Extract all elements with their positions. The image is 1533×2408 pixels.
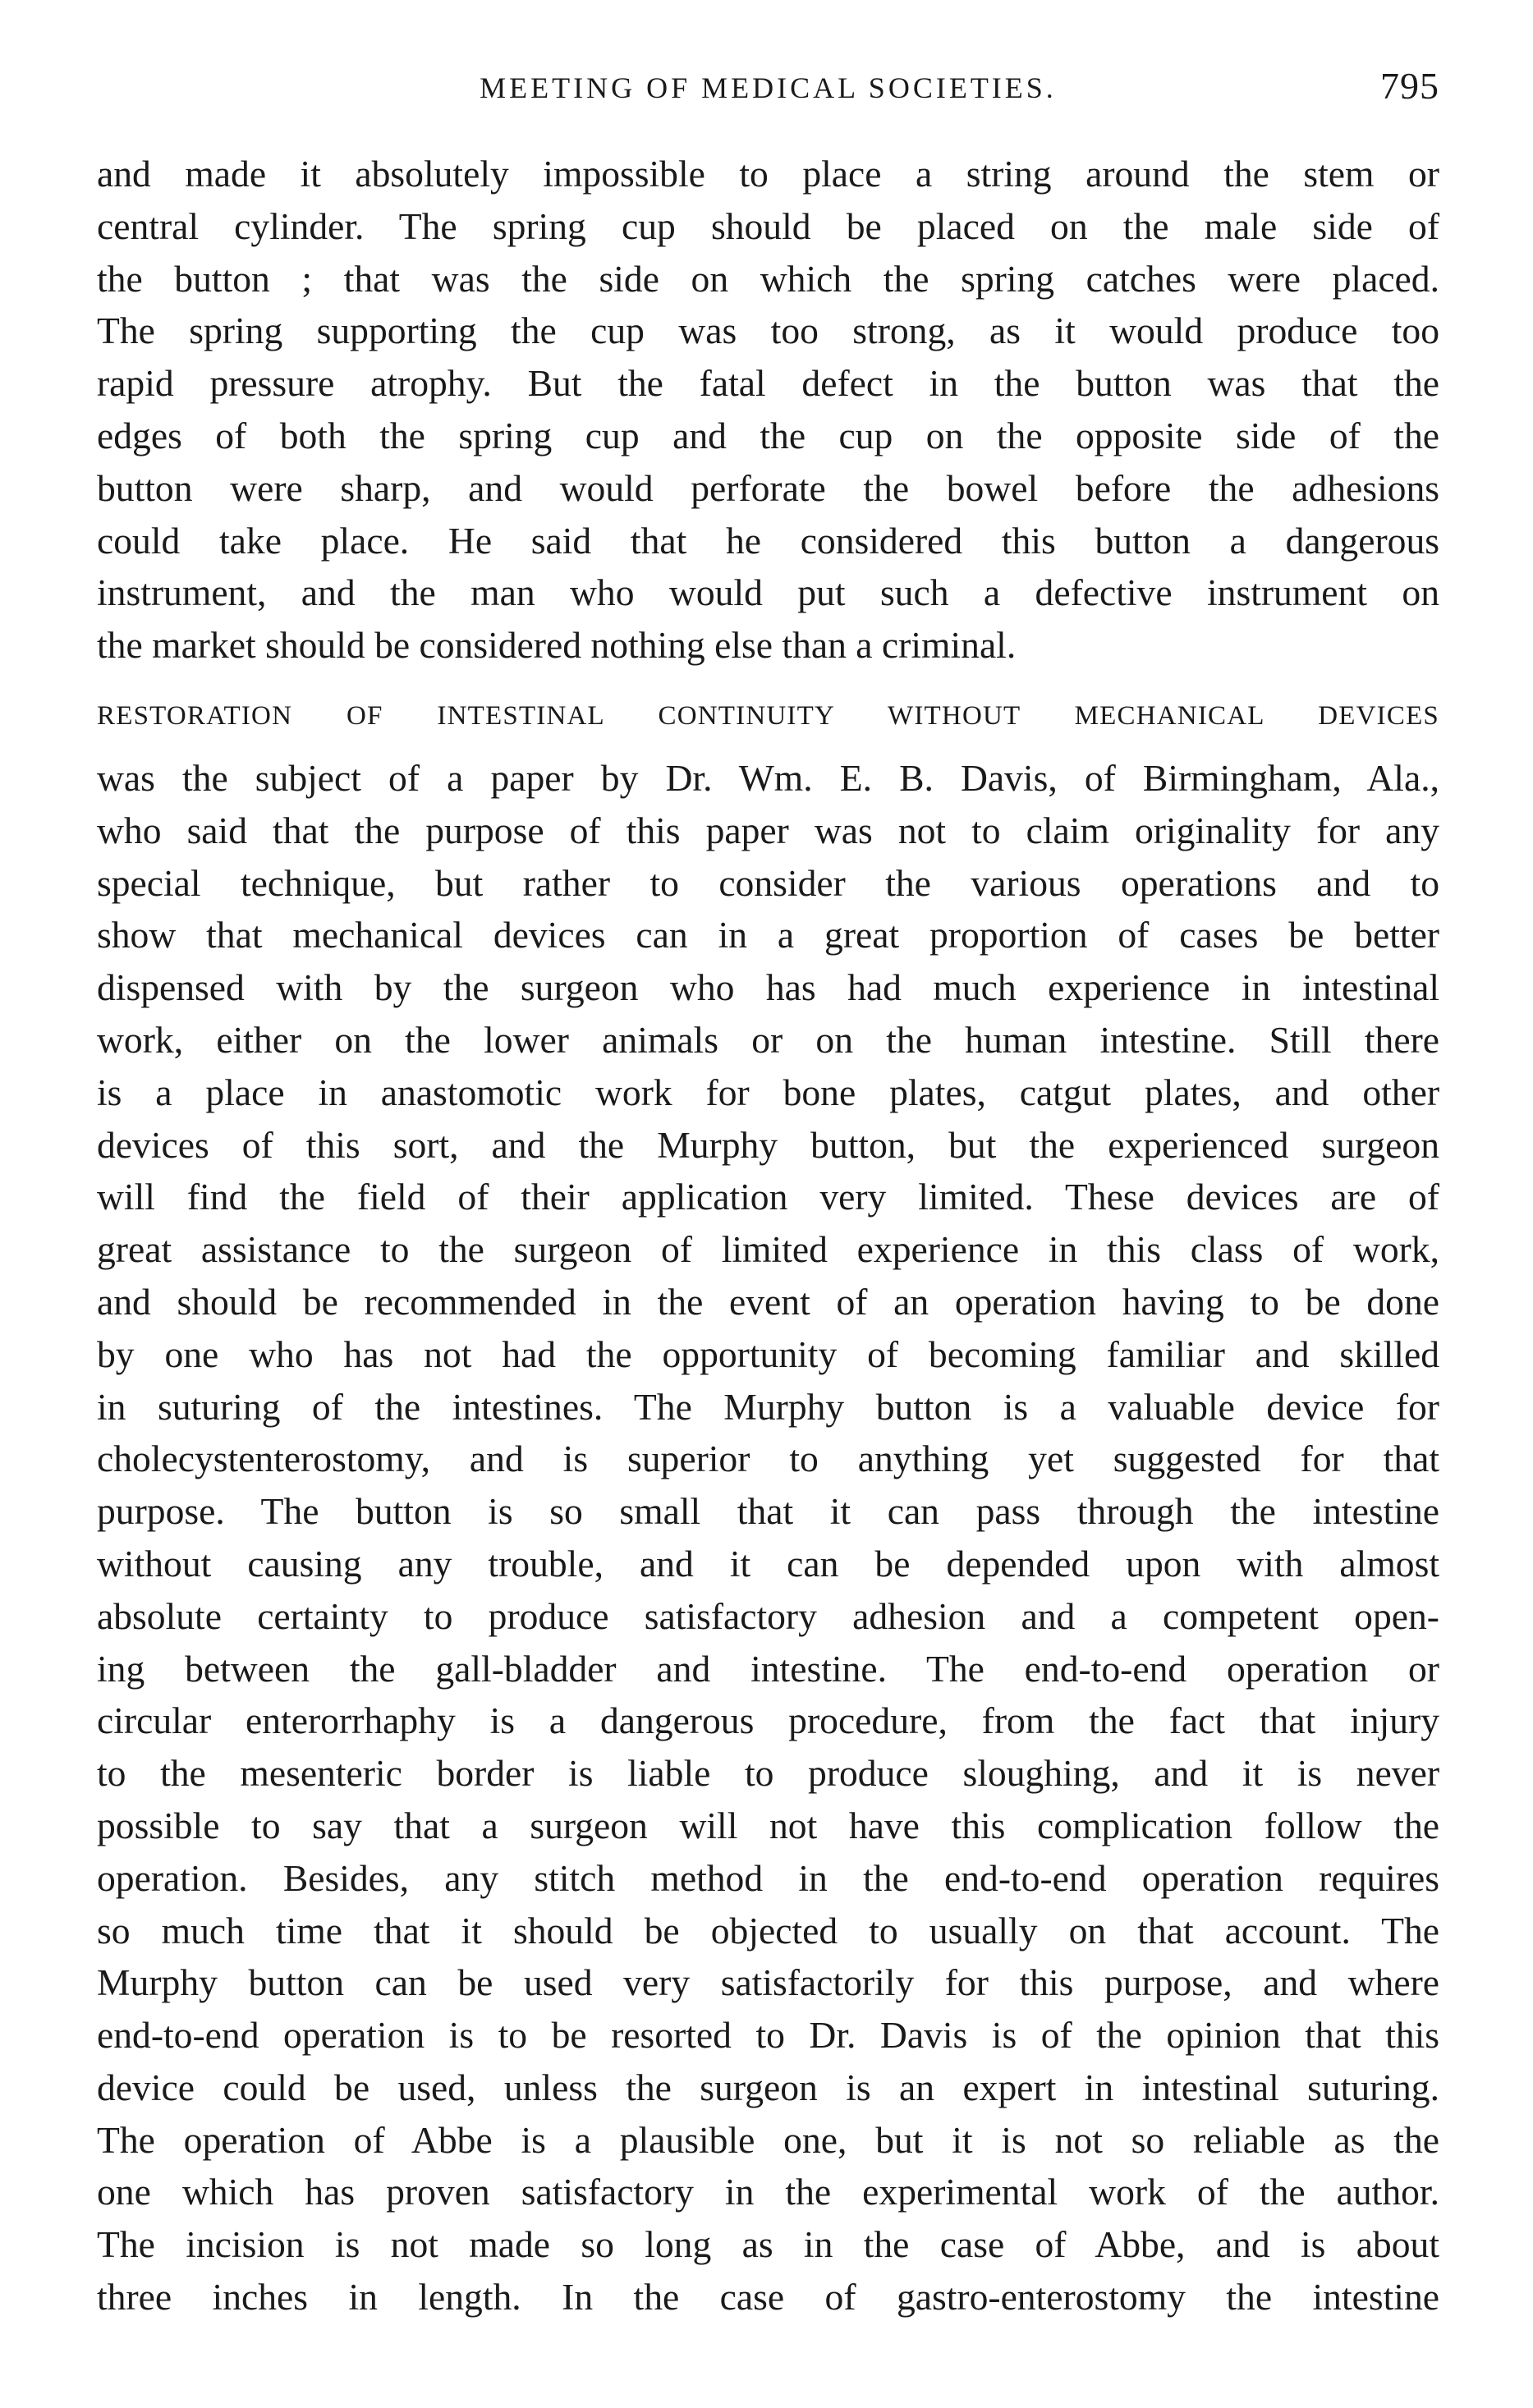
text-line: without causing any trouble, and it can be depended upon with almost — [97, 1542, 1439, 1585]
text-line: button were sharp, and would perforate the bowel before the adhesions — [97, 466, 1439, 509]
text-line: dispensed with by the surgeon who has had much experience in intestinal — [97, 966, 1439, 1009]
running-title: MEETING OF MEDICAL SOCIETIES. — [480, 71, 1057, 104]
text-line: The incision is not made so long as in the case of Abbe, and is about — [97, 2223, 1439, 2266]
running-head — [97, 64, 1439, 130]
text-line: The spring supporting the cup was too strong, as it would produce too — [97, 310, 1439, 352]
book-page — [97, 64, 1439, 2323]
text-line: so much time that it should be objected to usually on that account. The — [97, 1909, 1439, 1952]
text-line: to the mesenteric border is liable to produce sloughing, and it is never — [97, 1752, 1439, 1795]
text-line: was the subject of a paper by Dr. Wm. E. B. Davis, of Birmingham, Ala., — [97, 756, 1439, 799]
text-line: will find the field of their application very limited. These devices are of — [97, 1176, 1439, 1218]
text-line: end-to-end operation is to be resorted to Dr. Davis is of the opinion that this — [97, 2014, 1439, 2057]
text-line: devices of this sort, and the Murphy button, but the experienced surgeon — [97, 1123, 1439, 1166]
paragraph-restoration-of-intestinal-continuity — [97, 752, 1439, 2323]
text-line: work, either on the lower animals or on the human intestine. Still there — [97, 1018, 1439, 1061]
section-heading: RESTORATION OF INTESTINAL CONTINUITY WITHOUT MECHANICAL DEVICES — [97, 700, 1439, 731]
text-line: rapid pressure atrophy. But the fatal defect in the button was that the — [97, 362, 1439, 405]
text-line: by one who has not had the opportunity of becoming familiar and skilled — [97, 1332, 1439, 1375]
page-number: 795 — [1380, 65, 1439, 107]
text-line: absolute certainty to produce satisfactory adhesion and a competent open- — [97, 1594, 1439, 1637]
text-line: central cylinder. The spring cup should be placed on the male side of — [97, 204, 1439, 247]
text-line: three inches in length. In the case of gastro-enterostomy the intestine — [97, 2276, 1439, 2319]
text-line: circular enterorrhaphy is a dangerous procedure, from the fact that injury — [97, 1699, 1439, 1742]
text-line: is a place in anastomotic work for bone plates, catgut plates, and other — [97, 1071, 1439, 1113]
text-line: special technique, but rather to consider the various operations and to — [97, 861, 1439, 904]
text-line: in suturing of the intestines. The Murphy button is a valuable device for — [97, 1385, 1439, 1428]
text-line: cholecystenterostomy, and is superior to anything yet suggested for that — [97, 1438, 1439, 1480]
text-line: Murphy button can be used very satisfactorily for this purpose, and where — [97, 1961, 1439, 2004]
text-line: device could be used, unless the surgeon is an expert in intestinal suturing. — [97, 2066, 1439, 2108]
text-line: operation. Besides, any stitch method in the end-to-end operation requires — [97, 1856, 1439, 1899]
text-line: ing between the gall-bladder and intestine. The end-to-end operation or — [97, 1647, 1439, 1690]
text-line: one which has proven satisfactory in the experimental work of the author. — [97, 2171, 1439, 2213]
paragraph-continued — [97, 148, 1439, 672]
text-line: instrument, and the man who would put such a defective instrument on — [97, 571, 1439, 614]
text-line: possible to say that a surgeon will not have this complication follow the — [97, 1804, 1439, 1846]
text-line: the market should be considered nothing else than a criminal. — [97, 624, 1017, 667]
text-line: The operation of Abbe is a plausible one, but it is not so reliable as the — [97, 2118, 1439, 2161]
text-line: could take place. He said that he considered this button a dangerous — [97, 519, 1439, 562]
text-line: show that mechanical devices can in a great proportion of cases be better — [97, 914, 1439, 956]
text-line: the button ; that was the side on which the spring catches were placed. — [97, 257, 1439, 300]
text-line: who said that the purpose of this paper was not to claim originality for any — [97, 809, 1439, 851]
text-line: and should be recommended in the event of an operation having to be done — [97, 1280, 1439, 1323]
text-line: purpose. The button is so small that it can pass through the intestine — [97, 1490, 1439, 1533]
text-line: great assistance to the surgeon of limited experience in this class of work, — [97, 1228, 1439, 1271]
text-line: and made it absolutely impossible to place a string around the stem or — [97, 153, 1439, 195]
text-line: edges of both the spring cup and the cup on the opposite side of the — [97, 414, 1439, 456]
